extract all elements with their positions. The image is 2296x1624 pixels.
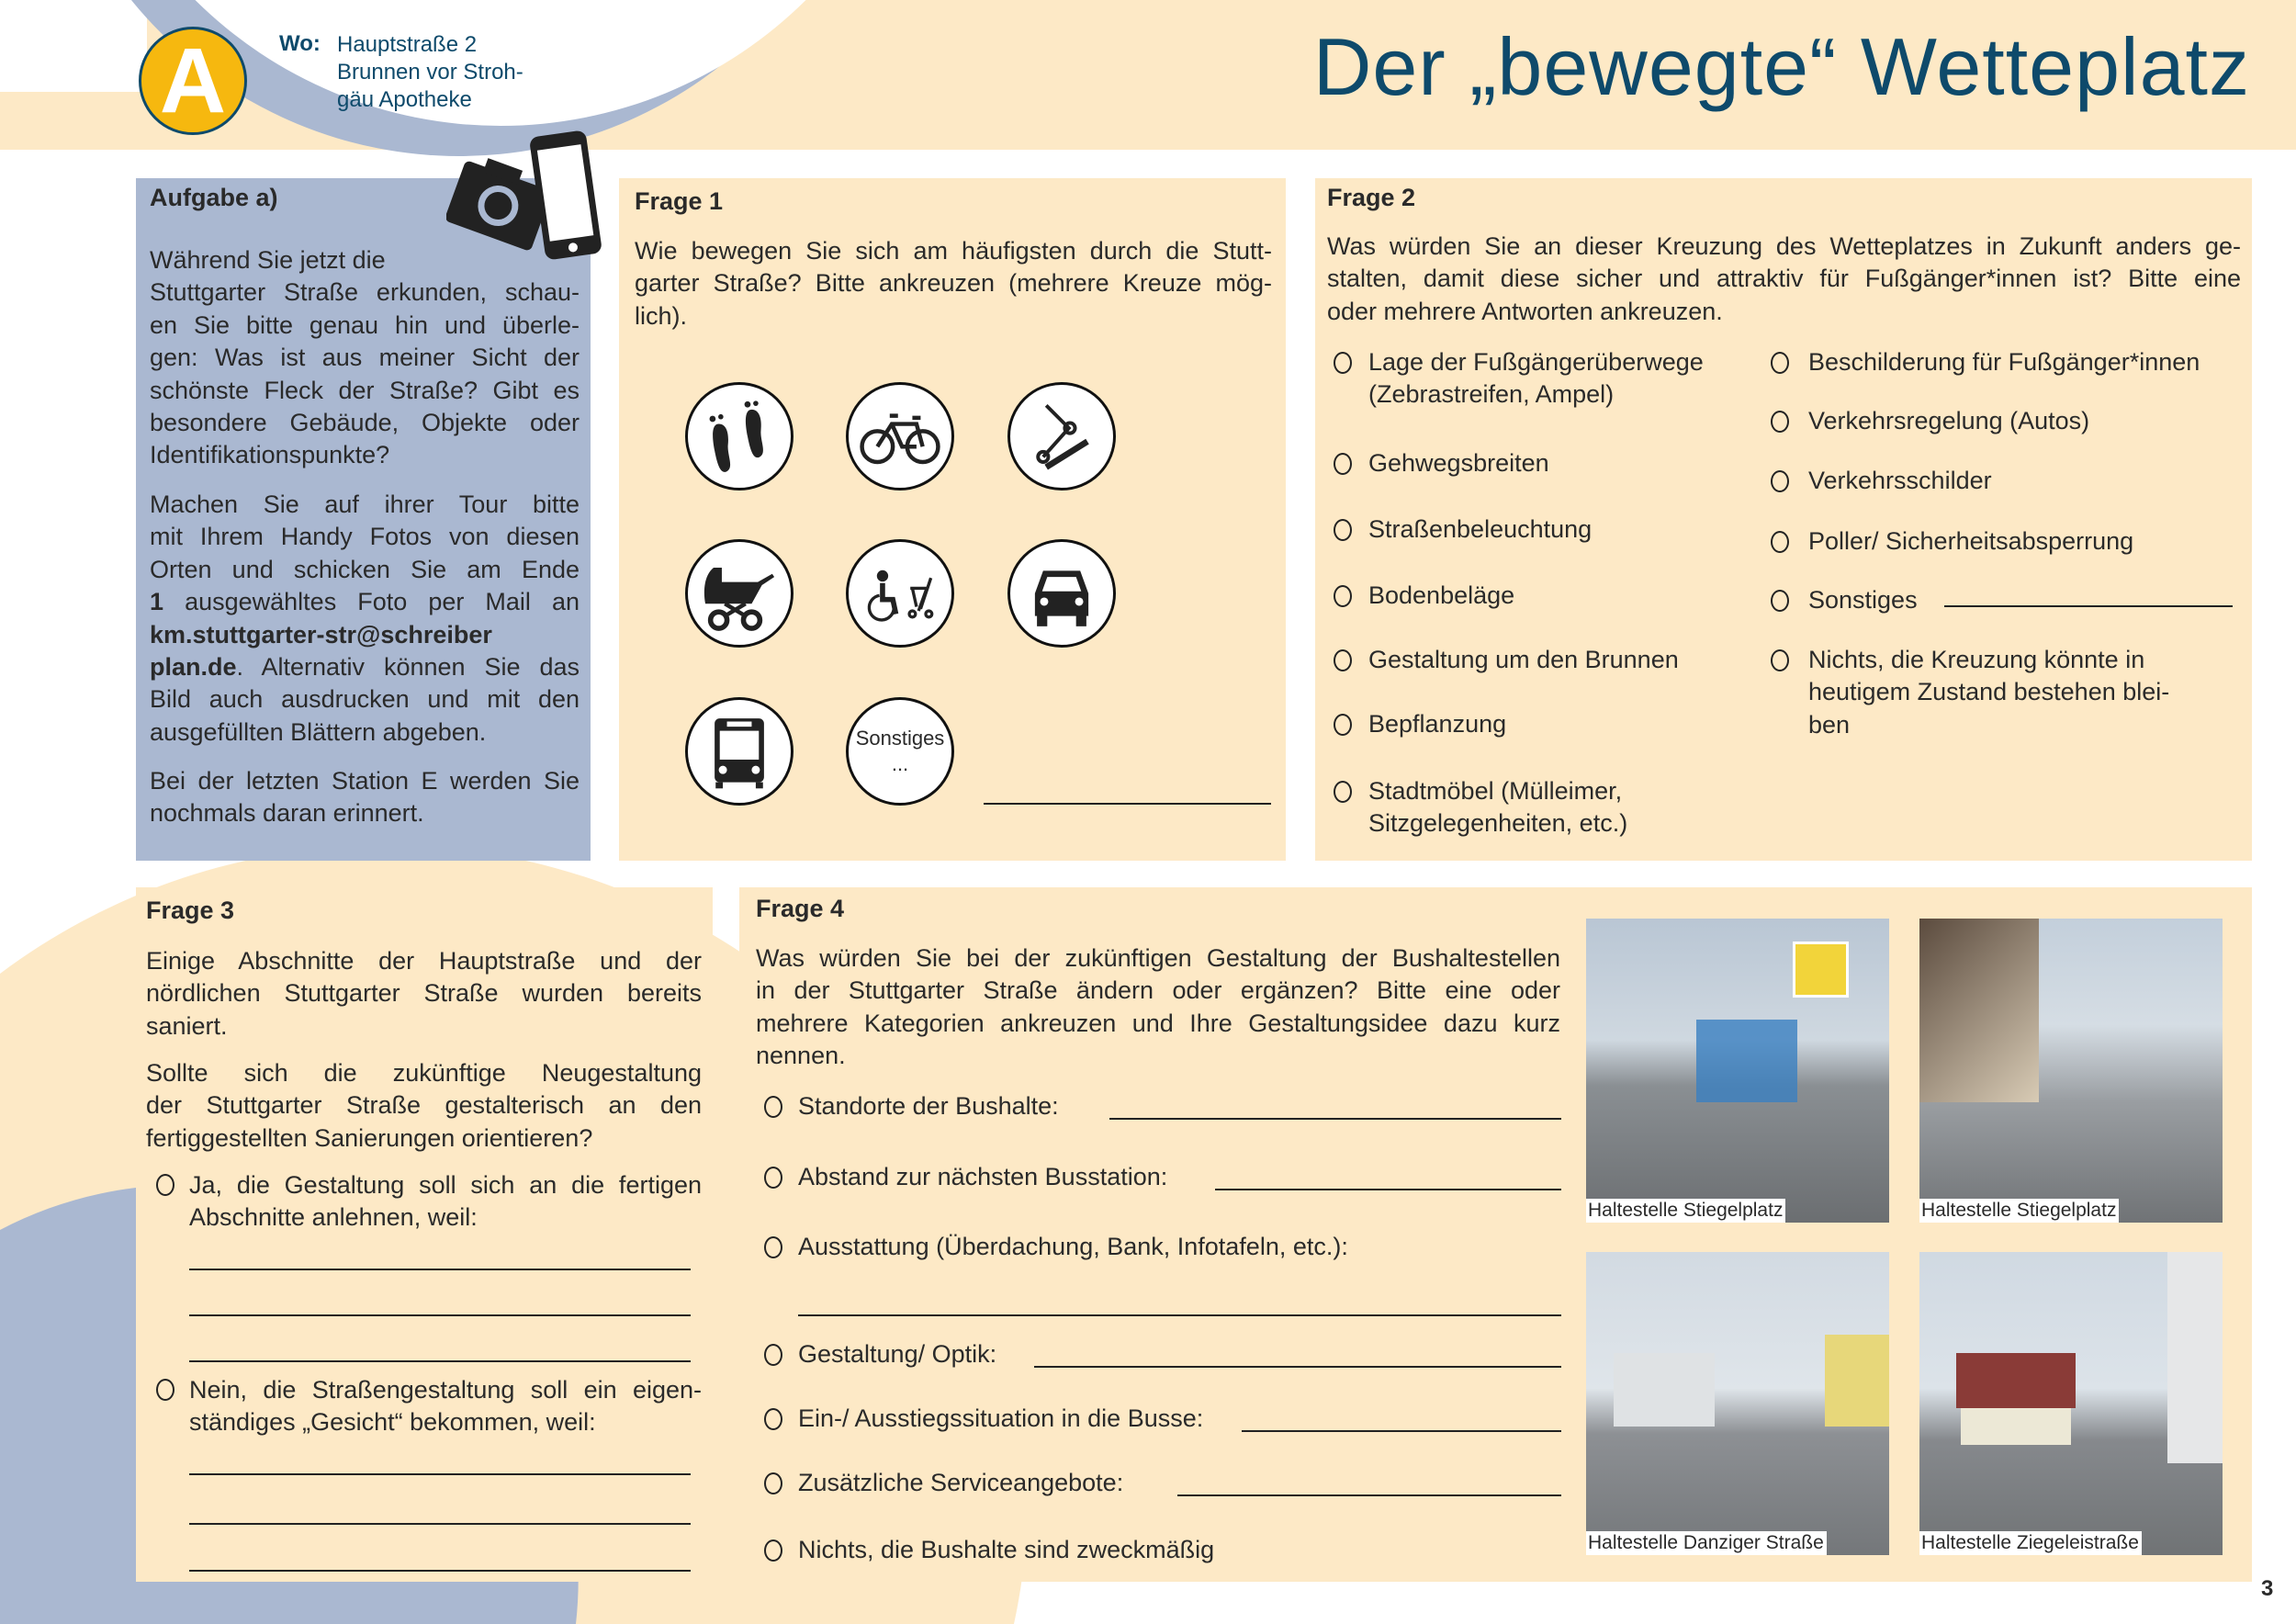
other-label: Sonstiges (855, 727, 945, 750)
text-line: mit Ihrem Handy Fotos von diesen (150, 523, 580, 551)
option-label: Ein-/ Ausstiegssituation in die Busse: (798, 1404, 1204, 1432)
text-line: Gestaltung um den Brunnen (1368, 646, 1679, 673)
text-line: Verkehrsregelung (Autos) (1808, 407, 2090, 434)
where-address (337, 31, 523, 114)
text-line: Beschilderung für Fußgänger*innen (1808, 348, 2200, 376)
frage2-title: Frage 2 (1327, 184, 1416, 211)
page-title: Der „bewegte“ Wetteplatz (1312, 21, 2250, 112)
email-address[interactable]: km.stuttgarter-str@schreiber (150, 620, 492, 648)
frage4-text (756, 942, 1560, 1073)
aufgabe-title: Aufgabe a) (150, 184, 278, 211)
photo-danziger-strasse (1586, 1252, 1889, 1555)
option-radio[interactable] (1334, 352, 1352, 374)
text-line: (Zebrastreifen, Ampel) (1368, 380, 1615, 409)
option-label: Gestaltung/ Optik: (798, 1340, 997, 1368)
option-label: Ausstattung (Überdachung, Bank, Infotafeln, etc.): (798, 1233, 1348, 1260)
text-line: stalten, damit diese sicher und attraktiv für Fußgänger*innen ist? Bitte eine (1327, 265, 2241, 293)
scooter-skateboard-icon[interactable] (1007, 382, 1116, 491)
text-line: ben (1808, 710, 1851, 739)
option-radio[interactable] (764, 1167, 782, 1189)
footprints-icon[interactable] (685, 382, 793, 491)
text-line: Bepflanzung (1368, 710, 1507, 738)
text-line: Verkehrsschilder (1808, 467, 1992, 494)
option-label (1368, 580, 1514, 612)
frage1-text (635, 235, 1272, 333)
text-line: Orten und schicken Sie am Ende (150, 555, 580, 583)
bus-icon[interactable] (685, 697, 793, 806)
text-line: Bild auch ausdrucken und mit den (150, 685, 580, 714)
text-line: Einige Abschnitte der Hauptstraße und der (146, 947, 702, 975)
option-label (1368, 447, 1549, 479)
text-line: Bodenbeläge (1368, 581, 1515, 609)
text-line: lich). (635, 301, 688, 330)
text-fragment: . Alternativ können Sie das (236, 653, 580, 682)
text-line: Identifikationspunkte? (150, 441, 390, 469)
no-radio[interactable] (156, 1379, 174, 1401)
option-label (1808, 465, 1992, 497)
text-line: Stadtmöbel (Mülleimer, (1368, 777, 1623, 805)
address-line: gäu Apotheke (337, 87, 472, 112)
wheelchair-walker-icon[interactable] (846, 539, 954, 648)
text-line (150, 586, 580, 618)
text-line: Während Sie jetzt die (150, 246, 386, 274)
other-option[interactable] (846, 697, 954, 806)
text-line: ausgefüllten Blättern abgeben. (150, 717, 487, 746)
yes-label (189, 1169, 702, 1235)
text-line: besondere Gebäude, Objekte oder (150, 409, 580, 437)
other-dots: ... (891, 752, 909, 775)
bicycle-icon[interactable] (846, 382, 954, 491)
answer-line[interactable] (1034, 1366, 1561, 1368)
car-icon[interactable] (1007, 539, 1116, 648)
email-address[interactable]: plan.de (150, 653, 237, 682)
aufgabe-text-2 (150, 489, 580, 749)
answer-line[interactable] (189, 1523, 691, 1525)
text-line: mehrere Kategorien ankreuzen und Ihre Gestaltungsidee dazu kurz (756, 1009, 1560, 1037)
text-line: garter Straße? Bitte ankreuzen (mehrere Kreuze mög- (635, 269, 1272, 298)
text-line: Nein, die Straßengestaltung soll ein eigen- (189, 1376, 702, 1404)
option-radio[interactable] (764, 1472, 782, 1494)
answer-line[interactable] (1177, 1494, 1561, 1496)
text-line: Stuttgarter Straße erkunden, schau- (150, 278, 580, 307)
text-line: gen: Was ist aus meiner Sicht der (150, 344, 580, 372)
option-radio[interactable] (764, 1096, 782, 1118)
option-radio[interactable] (1771, 470, 1789, 492)
aufgabe-text-1 (150, 244, 580, 472)
photo-count: 1 (150, 588, 164, 616)
option-label (1368, 513, 1592, 546)
text-line: nördlichen Stuttgarter Straße wurden bereits (146, 979, 702, 1008)
option-label (1808, 346, 2200, 378)
option-radio[interactable] (1771, 531, 1789, 553)
text-line: Abschnitte anlehnen, weil: (189, 1203, 478, 1232)
option-label (1368, 775, 1627, 840)
photo-caption: Haltestelle Stiegelplatz (1919, 1199, 2119, 1223)
option-radio[interactable] (764, 1236, 782, 1258)
text-line: oder mehrere Antworten ankreuzen. (1327, 297, 1723, 325)
text-line: saniert. (146, 1011, 228, 1040)
frage1-title: Frage 1 (635, 187, 724, 215)
option-label (1808, 405, 2089, 437)
option-radio[interactable] (1771, 411, 1789, 433)
text-line: in der Stuttgarter Straße ändern oder ergänzen? Bitte eine oder (756, 976, 1560, 1005)
option-label: Nichts, die Bushalte sind zweckmäßig (798, 1536, 1215, 1563)
option-label: Zusätzliche Serviceangebote: (798, 1469, 1124, 1496)
option-radio[interactable] (1334, 585, 1352, 607)
text-line: Bei der letzten Station E werden Sie (150, 767, 580, 795)
option-label (1368, 346, 1704, 412)
photo-stiegelplatz-1 (1586, 919, 1889, 1223)
text-line: Sonstiges (1808, 586, 1918, 614)
photo-stiegelplatz-2 (1919, 919, 2223, 1223)
option-radio[interactable] (1771, 590, 1789, 612)
text-line: Poller/ Sicherheitsabsperrung (1808, 527, 2134, 555)
answer-line[interactable] (189, 1269, 691, 1270)
text-fragment: ausgewähltes Foto per Mail an (163, 588, 580, 616)
text-line: heutigem Zustand bestehen blei- (1808, 678, 2170, 706)
text-line: Sollte sich die zukünftige Neugestaltung (146, 1059, 702, 1087)
option-label (1808, 644, 2169, 741)
option-radio[interactable] (764, 1408, 782, 1430)
option-radio[interactable] (764, 1539, 782, 1562)
text-line: Was würden Sie an dieser Kreuzung des Wetteplatzes in Zukunft anders ge- (1327, 232, 2241, 260)
photo-caption: Haltestelle Ziegeleistraße (1919, 1531, 2142, 1555)
answer-line[interactable] (1109, 1118, 1561, 1120)
frage3-text-1 (146, 945, 702, 1043)
answer-line[interactable] (189, 1360, 691, 1362)
option-label: Abstand zur nächsten Busstation: (798, 1163, 1168, 1190)
answer-line[interactable] (189, 1570, 691, 1572)
aufgabe-text-3 (150, 765, 580, 830)
text-line: Wie bewegen Sie sich am häufigsten durch die Stutt- (635, 237, 1272, 265)
text-line: fertiggestellten Sanierungen orientieren? (146, 1123, 593, 1152)
answer-line[interactable] (798, 1314, 1561, 1316)
text-line: Machen Sie auf ihrer Tour bitte (150, 491, 580, 518)
option-label: Standorte der Bushalte: (798, 1092, 1059, 1120)
option-radio[interactable] (764, 1344, 782, 1366)
text-line: Lage der Fußgängerüberwege (1368, 348, 1704, 376)
address-line: Hauptstraße 2 (337, 32, 478, 57)
option-radio[interactable] (1334, 781, 1352, 803)
answer-line[interactable] (189, 1473, 691, 1475)
text-line: der Stuttgarter Straße gestalterisch an den (146, 1091, 702, 1120)
option-label (1368, 644, 1679, 676)
address-line: Brunnen vor Stroh- (337, 60, 523, 85)
text-line: ständiges „Gesicht“ bekommen, weil: (189, 1408, 596, 1437)
text-line: nochmals daran erinnert. (150, 799, 424, 828)
answer-line[interactable] (1242, 1430, 1561, 1432)
text-line: en Sie bitte genau hin und überle- (150, 310, 580, 339)
answer-line[interactable] (1215, 1189, 1561, 1190)
frage4-title: Frage 4 (756, 895, 845, 922)
where-label: Wo: (279, 31, 321, 56)
text-line: Sitzgelegenheiten, etc.) (1368, 809, 1628, 838)
text-line: Was würden Sie bei der zukünftigen Gestaltung der Bushaltestellen (756, 944, 1560, 972)
text-line: Gehwegsbreiten (1368, 449, 1549, 477)
other-answer-line[interactable] (1944, 605, 2233, 607)
text-line: nennen. (756, 1042, 846, 1070)
frage2-text (1327, 231, 2241, 328)
no-label (189, 1374, 702, 1439)
option-radio[interactable] (1771, 649, 1789, 671)
frage3-title: Frage 3 (146, 897, 235, 924)
station-badge: A (139, 27, 247, 135)
option-label (1808, 525, 2133, 558)
text-line: Nichts, die Kreuzung könnte in (1808, 646, 2145, 673)
text-line: Straßenbeleuchtung (1368, 515, 1593, 543)
yes-radio[interactable] (156, 1174, 174, 1196)
option-radio[interactable] (1334, 649, 1352, 671)
page-number: 3 (2261, 1576, 2274, 1601)
other-answer-line[interactable] (984, 803, 1271, 805)
pram-icon[interactable] (685, 539, 793, 648)
option-radio[interactable] (1334, 714, 1352, 736)
text-line (150, 651, 580, 683)
option-radio[interactable] (1334, 453, 1352, 475)
photo-caption: Haltestelle Danziger Straße (1586, 1531, 1827, 1555)
text-line: schönste Fleck der Straße? Gibt es (150, 376, 580, 404)
option-label (1368, 708, 1506, 740)
photo-ziegeleistrasse (1919, 1252, 2223, 1555)
text-line: Ja, die Gestaltung soll sich an die fertigen (189, 1171, 702, 1199)
option-radio[interactable] (1771, 352, 1789, 374)
frage3-text-2 (146, 1057, 702, 1155)
option-label (1808, 584, 1918, 616)
photo-caption: Haltestelle Stiegelplatz (1586, 1199, 1785, 1223)
option-radio[interactable] (1334, 519, 1352, 541)
answer-line[interactable] (189, 1314, 691, 1316)
